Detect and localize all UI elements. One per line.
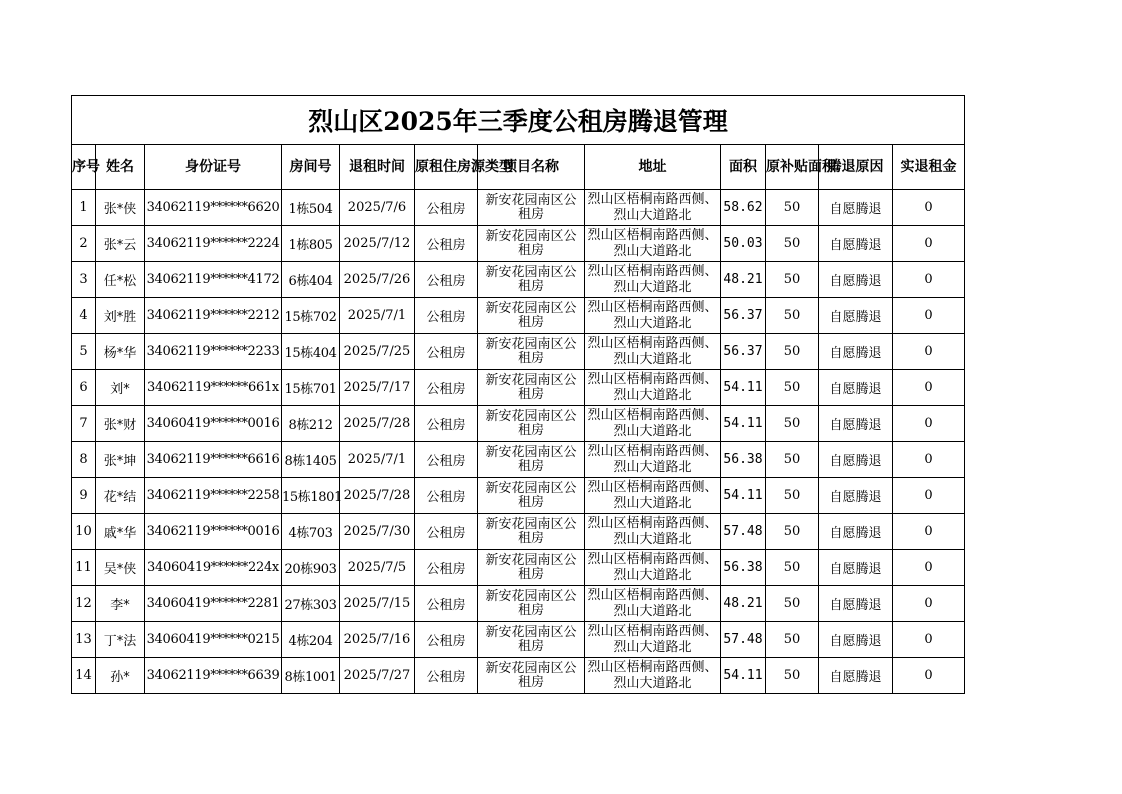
cell-seq: 4 [72,298,96,334]
cell-housing-type: 公租房 [415,658,478,694]
cell-housing-type: 公租房 [415,226,478,262]
cell-housing-type: 公租房 [415,262,478,298]
cell-reason: 自愿腾退 [819,478,893,514]
cell-reason: 自愿腾退 [819,298,893,334]
header-room: 房间号 [282,145,340,190]
cell-name: 张*财 [96,406,145,442]
cell-room: 8栋1001 [282,658,340,694]
cell-housing-type: 公租房 [415,550,478,586]
cell-address: 烈山区梧桐南路西侧、烈山大道路北 [585,370,721,406]
table-row [72,406,965,442]
cell-date: 2025/7/30 [340,514,415,550]
cell-date: 2025/7/15 [340,586,415,622]
cell-address: 烈山区梧桐南路西侧、烈山大道路北 [585,442,721,478]
table-row [72,334,965,370]
cell-address: 烈山区梧桐南路西侧、烈山大道路北 [585,550,721,586]
cell-reason: 自愿腾退 [819,622,893,658]
cell-name: 刘*胜 [96,298,145,334]
cell-area: 56.38 [721,442,766,478]
cell-project: 新安花园南区公租房 [478,334,585,370]
cell-project: 新安花园南区公租房 [478,226,585,262]
cell-name: 花*结 [96,478,145,514]
cell-seq: 10 [72,514,96,550]
table-row [72,550,965,586]
cell-room: 8栋212 [282,406,340,442]
cell-housing-type: 公租房 [415,586,478,622]
cell-room: 15栋1801 [282,478,340,514]
cell-refund: 0 [893,514,965,550]
cell-reason: 自愿腾退 [819,514,893,550]
cell-date: 2025/7/12 [340,226,415,262]
cell-reason: 自愿腾退 [819,586,893,622]
cell-id-number: 34062119******0016 [145,514,282,550]
table-row [72,586,965,622]
cell-name: 张*云 [96,226,145,262]
cell-refund: 0 [893,334,965,370]
cell-refund: 0 [893,298,965,334]
cell-reason: 自愿腾退 [819,370,893,406]
cell-subsidy-area: 50 [766,442,819,478]
cell-room: 15栋702 [282,298,340,334]
cell-subsidy-area: 50 [766,514,819,550]
header-refund: 实退租金 [893,145,965,190]
table-row [72,226,965,262]
cell-date: 2025/7/1 [340,298,415,334]
cell-housing-type: 公租房 [415,334,478,370]
table-row [72,622,965,658]
cell-room: 4栋204 [282,622,340,658]
table-row [72,370,965,406]
cell-date: 2025/7/26 [340,262,415,298]
cell-address: 烈山区梧桐南路西侧、烈山大道路北 [585,262,721,298]
cell-id-number: 34062119******2233 [145,334,282,370]
cell-room: 1栋504 [282,190,340,226]
cell-area: 48.21 [721,262,766,298]
cell-refund: 0 [893,406,965,442]
cell-date: 2025/7/16 [340,622,415,658]
cell-seq: 12 [72,586,96,622]
cell-room: 8栋1405 [282,442,340,478]
cell-project: 新安花园南区公租房 [478,442,585,478]
cell-project: 新安花园南区公租房 [478,262,585,298]
header-area: 面积 [721,145,766,190]
cell-id-number: 34062119******6620 [145,190,282,226]
cell-id-number: 34062119******2212 [145,298,282,334]
cell-seq: 9 [72,478,96,514]
cell-name: 戚*华 [96,514,145,550]
cell-area: 54.11 [721,406,766,442]
cell-id-number: 34062119******6616 [145,442,282,478]
cell-id-number: 34060419******224x [145,550,282,586]
cell-reason: 自愿腾退 [819,262,893,298]
table-row [72,514,965,550]
cell-seq: 6 [72,370,96,406]
cell-seq: 14 [72,658,96,694]
header-date: 退租时间 [340,145,415,190]
table-row [72,658,965,694]
cell-date: 2025/7/5 [340,550,415,586]
cell-reason: 自愿腾退 [819,334,893,370]
cell-subsidy-area: 50 [766,406,819,442]
cell-area: 58.62 [721,190,766,226]
cell-name: 孙* [96,658,145,694]
cell-refund: 0 [893,262,965,298]
header-project: 项目名称 [478,145,585,190]
cell-name: 杨*华 [96,334,145,370]
cell-address: 烈山区梧桐南路西侧、烈山大道路北 [585,226,721,262]
cell-date: 2025/7/28 [340,406,415,442]
cell-subsidy-area: 50 [766,658,819,694]
cell-area: 57.48 [721,514,766,550]
cell-refund: 0 [893,190,965,226]
cell-project: 新安花园南区公租房 [478,298,585,334]
cell-subsidy-area: 50 [766,298,819,334]
cell-room: 15栋701 [282,370,340,406]
table-row [72,190,965,226]
cell-project: 新安花园南区公租房 [478,514,585,550]
cell-name: 任*松 [96,262,145,298]
cell-subsidy-area: 50 [766,586,819,622]
cell-id-number: 34060419******0215 [145,622,282,658]
cell-address: 烈山区梧桐南路西侧、烈山大道路北 [585,514,721,550]
cell-address: 烈山区梧桐南路西侧、烈山大道路北 [585,658,721,694]
cell-id-number: 34062119******4172 [145,262,282,298]
cell-name: 刘* [96,370,145,406]
cell-refund: 0 [893,622,965,658]
cell-area: 56.38 [721,550,766,586]
cell-project: 新安花园南区公租房 [478,478,585,514]
cell-room: 27栋303 [282,586,340,622]
cell-room: 20栋903 [282,550,340,586]
cell-housing-type: 公租房 [415,370,478,406]
table-row [72,478,965,514]
cell-subsidy-area: 50 [766,226,819,262]
cell-housing-type: 公租房 [415,298,478,334]
table-row [72,298,965,334]
table-row [72,442,965,478]
cell-id-number: 34062119******2258 [145,478,282,514]
cell-id-number: 34062119******2224 [145,226,282,262]
cell-refund: 0 [893,370,965,406]
cell-refund: 0 [893,658,965,694]
cell-room: 1栋805 [282,226,340,262]
cell-subsidy-area: 50 [766,622,819,658]
cell-area: 56.37 [721,334,766,370]
cell-date: 2025/7/27 [340,658,415,694]
header-name: 姓名 [96,145,145,190]
cell-id-number: 34062119******661x [145,370,282,406]
cell-date: 2025/7/1 [340,442,415,478]
header-address: 地址 [585,145,721,190]
header-reason: 腾退原因 [819,145,893,190]
cell-id-number: 34060419******0016 [145,406,282,442]
cell-reason: 自愿腾退 [819,226,893,262]
cell-seq: 3 [72,262,96,298]
cell-name: 张*坤 [96,442,145,478]
cell-seq: 11 [72,550,96,586]
cell-refund: 0 [893,478,965,514]
cell-refund: 0 [893,586,965,622]
cell-date: 2025/7/25 [340,334,415,370]
cell-subsidy-area: 50 [766,334,819,370]
cell-housing-type: 公租房 [415,190,478,226]
cell-address: 烈山区梧桐南路西侧、烈山大道路北 [585,298,721,334]
cell-address: 烈山区梧桐南路西侧、烈山大道路北 [585,190,721,226]
cell-subsidy-area: 50 [766,190,819,226]
cell-address: 烈山区梧桐南路西侧、烈山大道路北 [585,586,721,622]
cell-area: 54.11 [721,478,766,514]
vacate-table [71,95,965,694]
cell-address: 烈山区梧桐南路西侧、烈山大道路北 [585,622,721,658]
cell-area: 54.11 [721,370,766,406]
cell-id-number: 34060419******2281 [145,586,282,622]
cell-date: 2025/7/17 [340,370,415,406]
cell-room: 15栋404 [282,334,340,370]
header-row [72,145,965,190]
cell-subsidy-area: 50 [766,478,819,514]
header-type: 原租住房源类型 [415,145,478,190]
cell-housing-type: 公租房 [415,442,478,478]
cell-reason: 自愿腾退 [819,442,893,478]
cell-name: 吴*侠 [96,550,145,586]
cell-id-number: 34062119******6639 [145,658,282,694]
cell-area: 50.03 [721,226,766,262]
cell-seq: 1 [72,190,96,226]
cell-project: 新安花园南区公租房 [478,550,585,586]
cell-name: 李* [96,586,145,622]
cell-housing-type: 公租房 [415,622,478,658]
cell-refund: 0 [893,550,965,586]
cell-area: 57.48 [721,622,766,658]
cell-room: 6栋404 [282,262,340,298]
cell-refund: 0 [893,442,965,478]
cell-project: 新安花园南区公租房 [478,622,585,658]
cell-seq: 8 [72,442,96,478]
cell-name: 张*侠 [96,190,145,226]
cell-area: 48.21 [721,586,766,622]
cell-area: 56.37 [721,298,766,334]
cell-housing-type: 公租房 [415,406,478,442]
cell-seq: 7 [72,406,96,442]
cell-address: 烈山区梧桐南路西侧、烈山大道路北 [585,406,721,442]
cell-reason: 自愿腾退 [819,406,893,442]
cell-seq: 5 [72,334,96,370]
cell-project: 新安花园南区公租房 [478,370,585,406]
cell-project: 新安花园南区公租房 [478,658,585,694]
cell-room: 4栋703 [282,514,340,550]
cell-subsidy-area: 50 [766,550,819,586]
cell-name: 丁*法 [96,622,145,658]
cell-project: 新安花园南区公租房 [478,586,585,622]
page-title: 烈山区2025年三季度公租房腾退管理 [72,96,965,145]
cell-project: 新安花园南区公租房 [478,190,585,226]
cell-reason: 自愿腾退 [819,190,893,226]
cell-date: 2025/7/28 [340,478,415,514]
cell-reason: 自愿腾退 [819,550,893,586]
cell-seq: 2 [72,226,96,262]
cell-date: 2025/7/6 [340,190,415,226]
cell-housing-type: 公租房 [415,478,478,514]
cell-area: 54.11 [721,658,766,694]
header-id: 身份证号 [145,145,282,190]
header-seq: 序号 [72,145,96,190]
cell-refund: 0 [893,226,965,262]
cell-project: 新安花园南区公租房 [478,406,585,442]
cell-subsidy-area: 50 [766,370,819,406]
cell-reason: 自愿腾退 [819,658,893,694]
cell-seq: 13 [72,622,96,658]
header-subsidy: 原补贴面积 [766,145,819,190]
cell-subsidy-area: 50 [766,262,819,298]
cell-address: 烈山区梧桐南路西侧、烈山大道路北 [585,334,721,370]
table-row [72,262,965,298]
cell-address: 烈山区梧桐南路西侧、烈山大道路北 [585,478,721,514]
cell-housing-type: 公租房 [415,514,478,550]
